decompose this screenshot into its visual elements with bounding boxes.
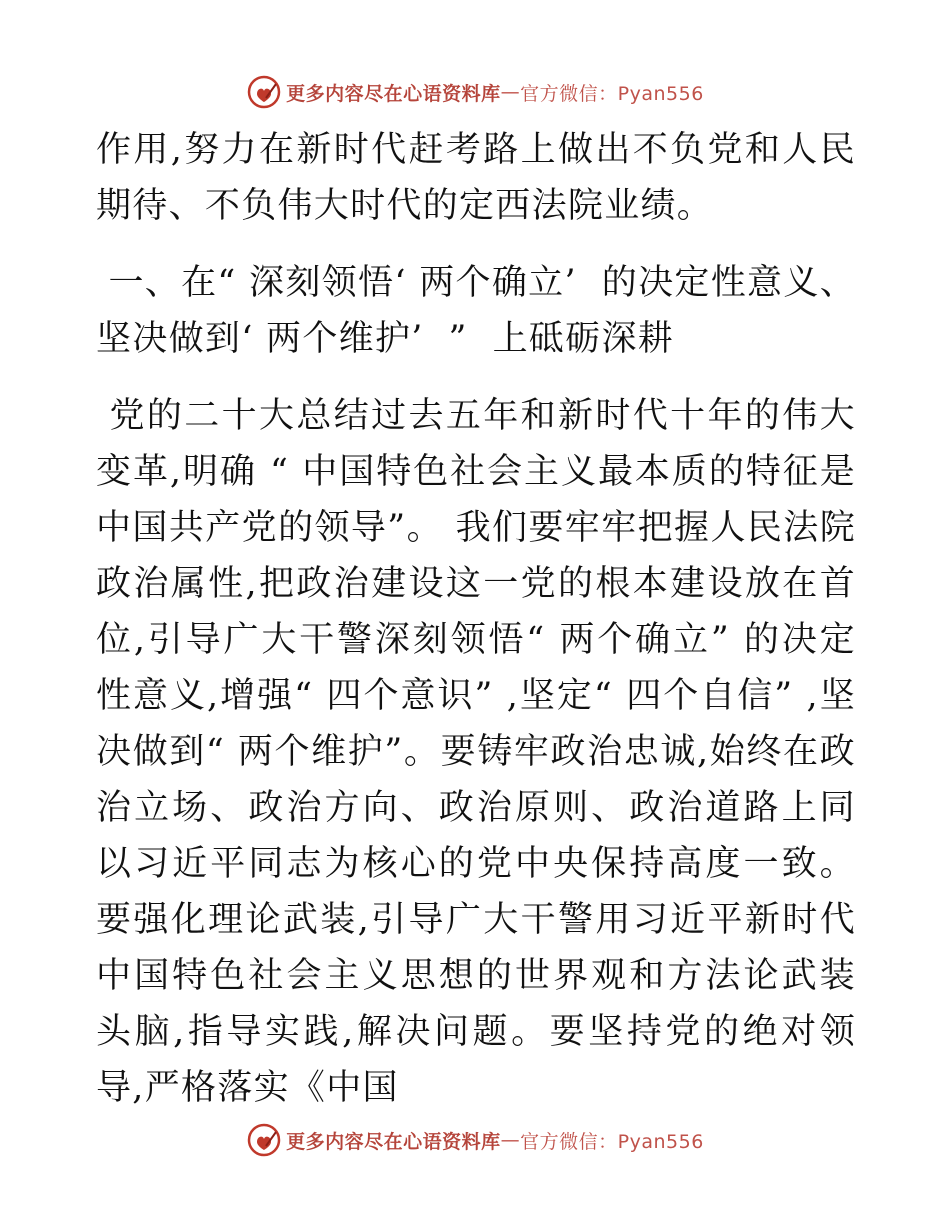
paragraph-continuation: 作用,努力在新时代赶考路上做出不负党和人民期待、不负伟大时代的定西法院业绩。 [96,130,856,226]
document-body [96,122,856,1116]
banner-dash: — [500,1129,521,1151]
section-heading: 一、在“ 深刻领悟‘ 两个确立’ 的决定性意义、坚决做到‘ 两个维护’ ” 上砥砺深耕 [96,263,856,359]
banner-dash: — [500,81,521,103]
footer-banner [0,1120,950,1160]
heart-pen-logo-icon [246,74,282,110]
banner-wechat: 官方微信：Pyan556 [520,82,704,105]
banner-title: 更多内容尽在心语资料库 [286,82,501,105]
banner-title: 更多内容尽在心语资料库 [286,1130,501,1153]
paragraph-body: 党的二十大总结过去五年和新时代十年的伟大变革,明确 “ 中国特色社会主义最本质的特征是中国共产党的领导”。 我们要牢牢把握人民法院政治属性,把政治建设这一党的根本建设放在首位,引导广大干警深刻领悟“ 两个确立” 的决定性意义,增强“ 四个意识” ,坚定“ 四个自信” ,坚决做到“ 两个维护”。要铸牢政治忠诚,始终在政治立场、政治方向、政治原则、政治道路上同以习近平同志为核心的党中央保持高度一致。要强化理论武装,引导广大干警用习近平新时代中国特色社会主义思想的世界观和方法论武装头脑,指导实践,解决问题。要坚持党的绝对领导,严格落实《中国 [96,396,856,1108]
heart-pen-logo-icon [246,1122,282,1158]
header-banner [0,72,950,112]
banner-wechat: 官方微信：Pyan556 [520,1130,704,1153]
